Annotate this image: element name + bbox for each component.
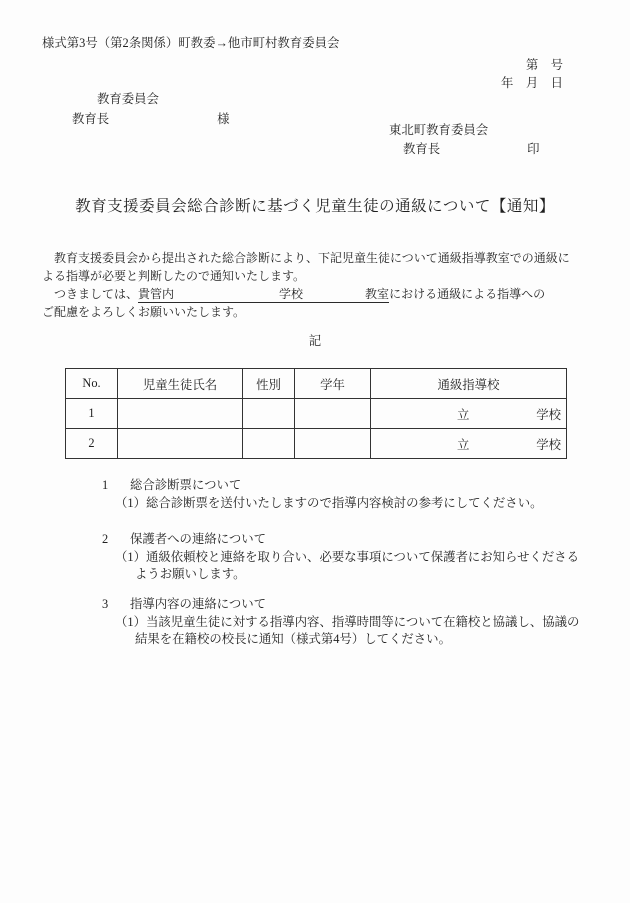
header-name: 児童生徒氏名 bbox=[118, 369, 243, 399]
note-2 bbox=[102, 531, 579, 584]
students-table bbox=[65, 368, 567, 459]
form-number-line: 様式第3号（第2条関係）町教委→他市町村教育委員会 bbox=[42, 36, 340, 50]
note-item-line: （1）通級依頼校と連絡を取り合い、必要な事項について保護者にお知らせくださる bbox=[115, 549, 580, 564]
note-number: 1 bbox=[102, 478, 109, 492]
body-line-3 bbox=[42, 285, 545, 302]
cell-name bbox=[118, 429, 243, 459]
seal-mark: 印 bbox=[527, 142, 540, 156]
cell-school bbox=[371, 429, 567, 459]
body-line-2: よる指導が必要と判断したので通知いたします。 bbox=[42, 269, 306, 283]
body-line-4: ご配慮をよろしくお願いいたします。 bbox=[42, 305, 246, 319]
fill-blank-1 bbox=[174, 297, 279, 298]
note-heading-line bbox=[102, 477, 542, 495]
document-number-line: 第 号 bbox=[525, 58, 563, 72]
note-number: 2 bbox=[102, 532, 109, 546]
cell-gender bbox=[243, 399, 295, 429]
cell-grade bbox=[295, 399, 371, 429]
addressee-honorific: 様 bbox=[217, 112, 230, 126]
document-title: 教育支援委員会総合診断に基づく児童生徒の通級について【通知】 bbox=[75, 198, 555, 215]
cell-no: 1 bbox=[66, 399, 118, 429]
body-line-1: 教育支援委員会から提出された総合診断により、下記児童生徒について通級指導教室での通級に bbox=[42, 251, 570, 265]
addressee-committee: 教育委員会 bbox=[97, 92, 159, 106]
sender-superintendent-line bbox=[403, 139, 540, 157]
note-item-line: （1）当該児童生徒に対する指導内容、指導時間等について在籍校と協議し、協議の bbox=[115, 614, 580, 629]
addressee-superintendent-line bbox=[72, 109, 230, 127]
school-end-label: 学校 bbox=[536, 407, 561, 422]
table-row bbox=[66, 429, 567, 459]
table-row bbox=[66, 399, 567, 429]
note-heading: 総合診断票について bbox=[130, 478, 242, 492]
cell-gender bbox=[243, 429, 295, 459]
school-mid-label: 立 bbox=[457, 407, 470, 422]
header-gender: 性別 bbox=[243, 369, 295, 399]
table-header-row bbox=[66, 369, 567, 399]
body-line-3-prefix: つきましては、 bbox=[42, 287, 139, 301]
header-grade: 学年 bbox=[295, 369, 371, 399]
note-heading-line bbox=[102, 596, 579, 614]
school-mid-label: 立 bbox=[457, 437, 470, 452]
note-heading-line bbox=[102, 531, 579, 549]
cell-no: 2 bbox=[66, 429, 118, 459]
note-heading: 保護者への連絡について bbox=[130, 532, 267, 546]
date-line: 年 月 日 bbox=[501, 76, 563, 90]
cell-grade bbox=[295, 429, 371, 459]
cell-name bbox=[118, 399, 243, 429]
note-item-continuation: ようお願いします。 bbox=[135, 567, 246, 581]
note-heading: 指導内容の連絡について bbox=[130, 597, 267, 611]
school-end-label: 学校 bbox=[536, 437, 561, 452]
cell-school bbox=[371, 399, 567, 429]
header-school: 通級指導校 bbox=[371, 369, 567, 399]
fill-blank-1-label: 貴管内 bbox=[138, 287, 175, 301]
sender-organization: 東北町教育委員会 bbox=[389, 123, 489, 137]
note-1 bbox=[102, 477, 542, 512]
fill-blank-2 bbox=[303, 297, 365, 298]
body-line-3-suffix: における通級による指導への bbox=[389, 287, 546, 301]
sender-superintendent: 教育長 bbox=[403, 142, 441, 156]
note-item-continuation: 結果を在籍校の校長に通知（様式第4号）してください。 bbox=[135, 632, 451, 646]
fill-blank-2-label: 学校 bbox=[279, 287, 304, 301]
record-marker: 記 bbox=[308, 334, 322, 348]
note-number: 3 bbox=[102, 597, 109, 611]
note-item-line: （1）総合診断票を送付いたしますので指導内容検討の参考にしてください。 bbox=[115, 495, 543, 510]
fill-in-blank-line bbox=[138, 287, 389, 303]
header-no: No. bbox=[66, 369, 118, 399]
note-3 bbox=[102, 596, 579, 649]
addressee-superintendent: 教育長 bbox=[72, 112, 110, 126]
fill-blank-3-label: 教室 bbox=[365, 287, 390, 301]
